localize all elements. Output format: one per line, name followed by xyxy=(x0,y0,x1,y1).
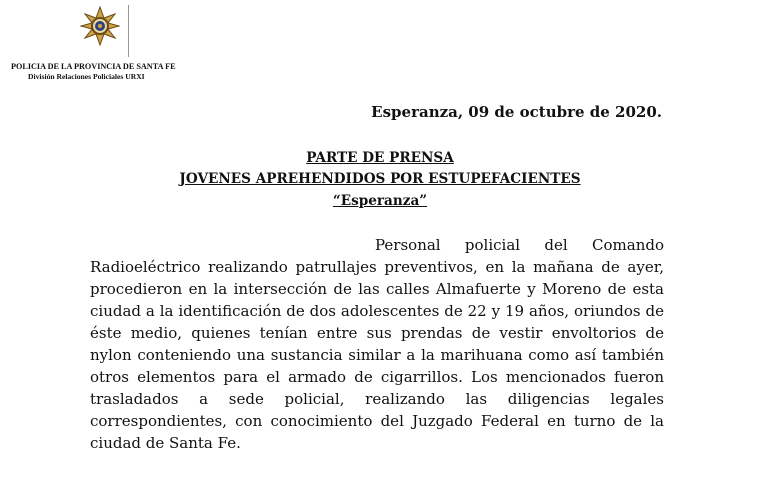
police-star-badge-icon xyxy=(80,6,120,46)
heading-location: “Esperanza” xyxy=(332,193,428,209)
date-line: Esperanza, 09 de octubre de 2020. xyxy=(371,103,662,121)
organization-name: POLICIA DE LA PROVINCIA DE SANTA FE xyxy=(11,62,176,71)
heading-title: JOVENES APREHENDIDOS POR ESTUPEFACIENTES xyxy=(179,171,581,187)
division-name: División Relaciones Policiales URXI xyxy=(28,72,145,81)
header-divider xyxy=(128,5,129,57)
heading-press-release: PARTE DE PRENSA xyxy=(306,150,454,166)
body-paragraph: Personal policial del Comando Radioeléctrico realizando patrullajes preventivos, en la mañana de ayer, procedieron en la intersección de las calles Almafuerte y Moreno de esta ciudad a la identificación de dos adolescentes de 22 y 19 años, oriundos de éste medio, quienes tenían entre sus prendas de vestir envoltorios de nylon conteniendo una sustancia similar a la marihuana como así también otros elementos para el armado de cigarrillos. Los mencionados fueron trasladados a sede policial, realizando las diligencias legales correspondientes, con conocimiento del Juzgado Federal en turno de la ciudad de Santa Fe. xyxy=(90,236,664,452)
